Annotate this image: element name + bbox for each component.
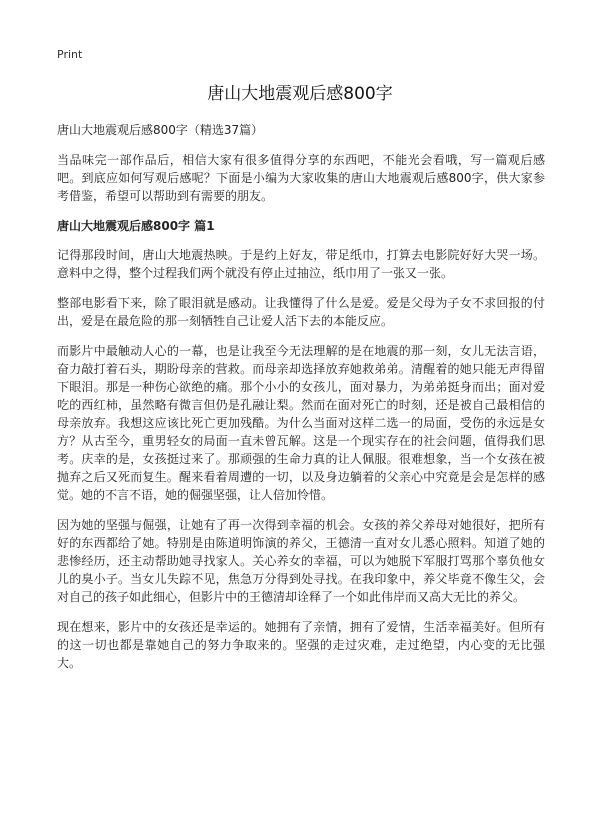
page-title: 唐山大地震观后感800字 xyxy=(207,84,393,104)
body-paragraph: 整部电影看下来，除了眼泪就是感动。让我懂得了什么是爱。爱是父母为子女不求回报的付出，爱是在最危险的那一刻牺牲自己让爱人活下去的本能反应。 xyxy=(57,296,545,328)
print-link[interactable]: Print xyxy=(57,48,83,61)
article-body xyxy=(57,151,545,684)
body-paragraph: 而影片中最触动人心的一幕，也是让我至今无法理解的是在地震的那一刻，女儿无法言语，奋力敲打着石头，期盼母亲的营救。而母亲却选择放弃她救弟弟。清醒着的她只能无声得留下眼泪。那是一种伤心欲绝的痛。那个小小的女孩儿，面对暴力，为弟弟挺身而出；面对爱吃的西红柿，虽然略有微言但仍是孔融让梨。然而在面对死亡的时刻，还是被自己最相信的母亲放弃。我想这应该比死亡更加残酷。为什么当面对这样二选一的局面，受伤的永远是女方？从古至今，重男轻女的局面一直未曾瓦解。这是一个现实存在的社会问题，值得我们思考。庆幸的是，女孩挺过来了。那顽强的生命力真的让人佩服。很难想象，当一个女孩在被抛弃之后又死而复生。醒来看着周遭的一切，以及身边躺着的父亲心中究竟是会是怎样的感觉。她的不言不语，她的倔强坚强，让人倍加怜惜。 xyxy=(57,344,545,502)
section-heading: 唐山大地震观后感800字 篇1 xyxy=(57,219,215,233)
body-paragraph: 记得那段时间，唐山大地震热映。于是约上好友，带足纸巾，打算去电影院好好大哭一场。意料中之得，整个过程我们两个就没有停止过抽泣，纸巾用了一张又一张。 xyxy=(57,248,545,280)
intro-paragraph: 当品味完一部作品后，相信大家有很多值得分享的东西吧，不能光会看哦，写一篇观后感吧。到底应如何写观后感呢？下面是小编为大家收集的唐山大地震观后感800字，供大家参考借鉴，希望可以帮助到有需要的朋友。 xyxy=(57,153,545,203)
body-paragraph: 现在想来，影片中的女孩还是幸运的。她拥有了亲情，拥有了爱情，生活幸福美好。但所有的这一切也都是靠她自己的努力争取来的。坚强的走过灾难，走过绝望，内心变的无比强大。 xyxy=(57,620,545,670)
body-paragraph: 因为她的坚强与倔强，让她有了再一次得到幸福的机会。女孩的养父养母对她很好，把所有好的东西都给了她。特别是由陈道明饰演的养父，王德清一直对女儿悉心照料。知道了她的悲惨经历，还主动帮助她寻找家人。关心养女的幸福，可以为她脱下军服打骂那个辜负他女儿的臭小子。当女儿失踪不见，焦急万分得到处寻找。在我印象中，养父毕竟不像生父，会对自己的孩子如此细心，但影片中的王德清却诠释了一个如此伟岸而又高大无比的养父。 xyxy=(57,518,545,604)
page-subtitle: 唐山大地震观后感800字（精选37篇） xyxy=(57,123,264,137)
